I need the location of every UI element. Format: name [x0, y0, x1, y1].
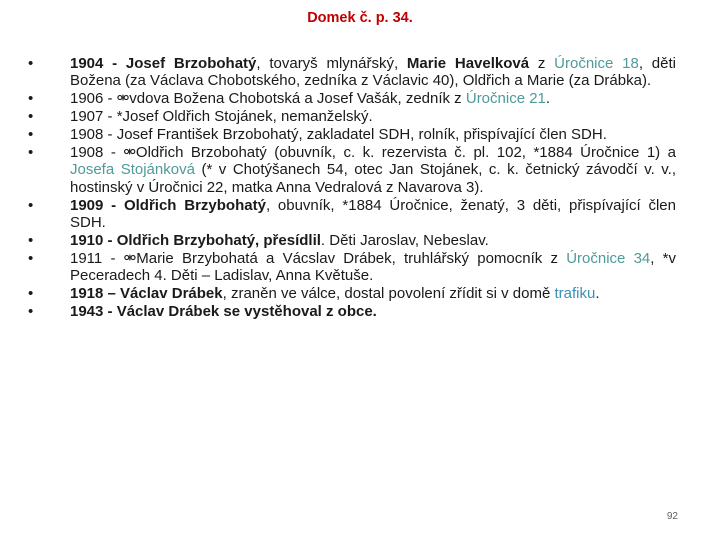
- list-item: [28, 126, 676, 143]
- entries-list: [28, 55, 676, 321]
- list-item: [28, 232, 676, 249]
- bullet-icon: •: [28, 108, 34, 126]
- bullet-icon: •: [28, 303, 34, 321]
- list-item: [28, 285, 676, 302]
- entry-text: 1910 - Oldřich Brzybohatý, přesídlil: [70, 232, 321, 250]
- bullet-icon: •: [28, 55, 34, 72]
- entry-text: 1908 - ⚮Oldřich Brzobohatý (obuvník, c. k. rezervista č. pl. 102, *1884 Úročnice 1) a: [70, 144, 676, 162]
- entry-text: Marie Havelková: [406, 55, 530, 72]
- reference-link[interactable]: trafiku: [554, 285, 596, 303]
- entry-text: 1908 - Josef František Brzobohatý, zakladatel SDH, rolník, přispívající člen SDH.: [70, 126, 607, 144]
- page-title: Domek č. p. 34.: [307, 10, 413, 26]
- bullet-icon: •: [28, 249, 34, 267]
- reference-link[interactable]: Josefa Stojánková: [70, 161, 195, 179]
- reference-link[interactable]: Úročnice 21: [465, 90, 546, 108]
- entry-text: z: [529, 55, 555, 72]
- bullet-icon: •: [28, 144, 34, 162]
- entry-text: 1918 – Václav Drábek: [70, 285, 223, 303]
- entry-text: , tovaryš mlynářský,: [256, 55, 407, 72]
- list-item: [28, 303, 676, 320]
- reference-link[interactable]: Úročnice 34: [566, 249, 651, 267]
- entry-text: .: [545, 90, 551, 108]
- entry-text: 1911 - ⚮Marie Brzybohatá a Vácslav Drábek, truhlářský pomocník z: [70, 249, 567, 267]
- entry-text: 1906 - ⚮vdova Božena Chobotská a Josef Vašák, zedník z: [70, 90, 466, 108]
- list-item: [28, 108, 676, 125]
- bullet-icon: •: [28, 196, 34, 214]
- list-item: [28, 144, 676, 196]
- list-item: [28, 197, 676, 232]
- list-item: [28, 55, 676, 90]
- entry-text: , *v Peceradech 4. Děti – Ladislav, Anna Květuše.: [70, 249, 676, 285]
- entry-text: . Děti Jaroslav, Nebeslav.: [320, 232, 489, 250]
- entry-text: 1904 - Josef Brzobohatý: [70, 55, 257, 72]
- entry-text: , děti Božena (za Václava Chobotského, zedníka z Václavic 40), Oldřich a Marie (za Drábka).: [70, 55, 676, 90]
- bullet-icon: •: [28, 90, 34, 108]
- entry-text: , zraněn ve válce, dostal povolení zřídit si v domě: [222, 285, 555, 303]
- bullet-icon: •: [28, 232, 34, 250]
- entry-text: (* v Chotýšanech 54, otec Jan Stojánek, c. k. četnický závodčí v. v., hostinský v Úročnici 22, matka Anna Vedralová z Navarova 3).: [70, 161, 677, 196]
- page-number: 92: [666, 511, 678, 522]
- bullet-icon: •: [28, 285, 34, 303]
- list-item: [28, 90, 676, 107]
- entry-text: , obuvník, *1884 Úročnice, ženatý, 3 děti, přispívající člen SDH.: [70, 196, 676, 232]
- entry-text: 1909 - Oldřich Brzybohatý: [70, 196, 266, 214]
- list-item: [28, 250, 676, 285]
- entry-text: .: [595, 285, 600, 303]
- entry-text: 1907 - *Josef Oldřich Stojánek, nemanželský.: [70, 108, 373, 126]
- bullet-icon: •: [28, 126, 34, 144]
- entry-text: 1943 - Václav Drábek se vystěhoval z obce.: [70, 303, 377, 321]
- reference-link[interactable]: Úročnice 18: [554, 55, 639, 72]
